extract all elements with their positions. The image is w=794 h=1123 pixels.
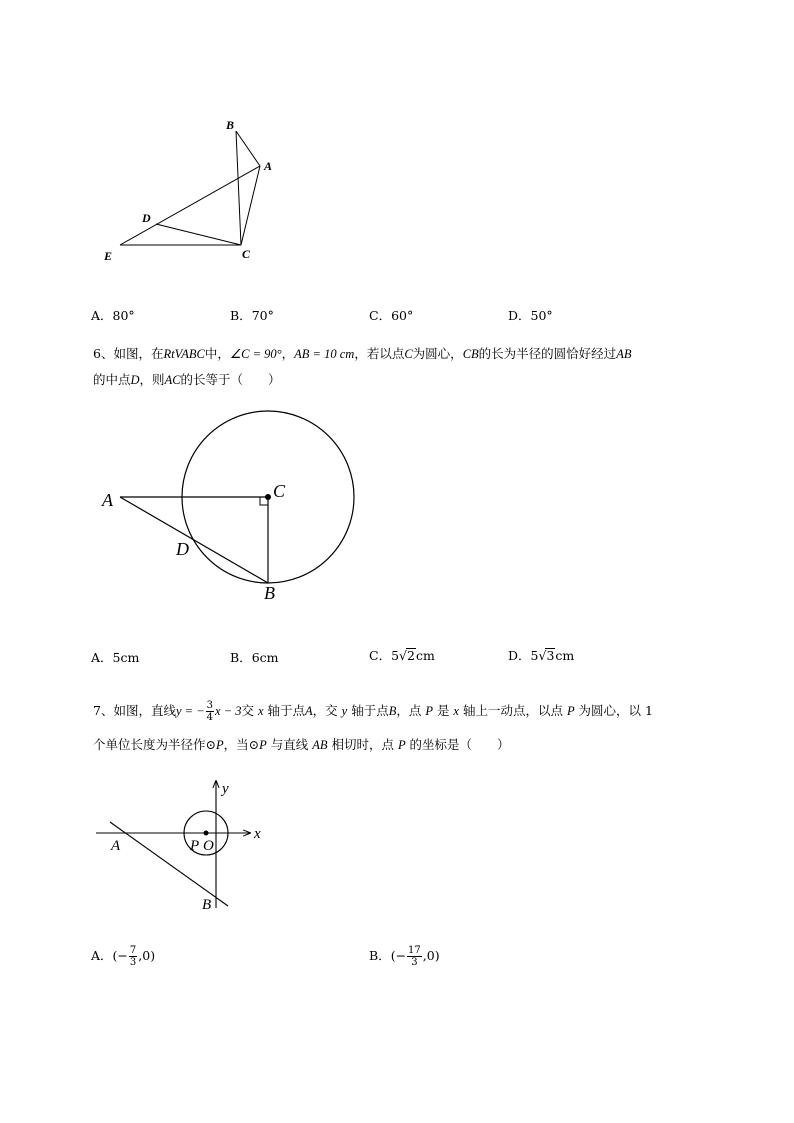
- point-label-B: B: [202, 897, 212, 913]
- point-label-O: O: [203, 838, 214, 854]
- segment-BC: [236, 131, 241, 245]
- q7-question-line2: 个单位长度为半径作⊙P，当⊙P 与直线 AB 相切时，点 P 的坐标是（ ）: [93, 737, 510, 752]
- axis-label-x: x: [254, 826, 261, 842]
- q7-option-b: B．(− $\frac{17}{3}$ ,0): [369, 945, 440, 968]
- point-label-A: A: [111, 838, 121, 854]
- axis-label-y: y: [222, 781, 229, 797]
- q6-option-d: D．5√3cm: [508, 648, 575, 663]
- center-point-c: [265, 494, 271, 500]
- q6-question-line1: 6、如图，在RtVABC中，∠C = 90°，AB = 10 cm，若以点C为圆心，CB的长为半径的圆恰好经过AB: [93, 346, 632, 361]
- q5-option-a: A．80°: [91, 308, 135, 323]
- fraction-17-3: $\frac{17}{3}$: [408, 945, 421, 968]
- q6-option-b: B．6cm: [230, 650, 279, 665]
- sqrt-sign: √: [399, 648, 407, 663]
- segment-DC: [156, 224, 241, 245]
- point-label-B: B: [226, 118, 235, 132]
- q6-question-line2: 的中点D，则AC的长等于（ ）: [93, 372, 281, 387]
- point-label-B: B: [264, 583, 275, 603]
- fraction-7-3: $\frac{7}{3}$: [129, 945, 137, 968]
- point-label-E: E: [104, 249, 113, 263]
- q5-option-c: C．60°: [369, 308, 414, 323]
- point-label-P: P: [190, 838, 200, 854]
- point-label-A: A: [102, 490, 113, 510]
- point-label-C: C: [242, 247, 251, 261]
- q6-option-c: C．5√2cm: [369, 648, 435, 663]
- figure-q6-circle-diagram: [95, 405, 370, 605]
- point-label-A: A: [264, 159, 273, 173]
- center-point-p: [204, 831, 209, 836]
- point-label-D: D: [176, 539, 189, 559]
- q5-option-b: B．70°: [230, 308, 274, 323]
- q6-option-a: A．5cm: [91, 650, 140, 665]
- figure-q7-coordinate-diagram: [90, 775, 280, 915]
- sqrt-sign: √: [538, 648, 547, 663]
- fraction-3-4: $\frac{3}{4}$: [206, 700, 214, 723]
- q7-question-line1: 7、如图，直线y = − $\frac{3}{4}$ x − 3交 x 轴于点A，交 y 轴于点B，点 P 是 x 轴上一动点，以点 P 为圆心，以 1: [93, 700, 653, 723]
- line-AB: [110, 822, 228, 906]
- point-label-D: D: [142, 211, 151, 225]
- point-label-C: C: [273, 481, 286, 501]
- segment-BA: [236, 131, 260, 166]
- q5-option-d: D．50°: [508, 308, 553, 323]
- figure-q5-triangle-diagram: [95, 110, 295, 270]
- segment-AC: [241, 166, 260, 245]
- q7-option-a: A．(− $\frac{7}{3}$ ,0): [91, 945, 156, 968]
- segment-AB: [120, 497, 268, 583]
